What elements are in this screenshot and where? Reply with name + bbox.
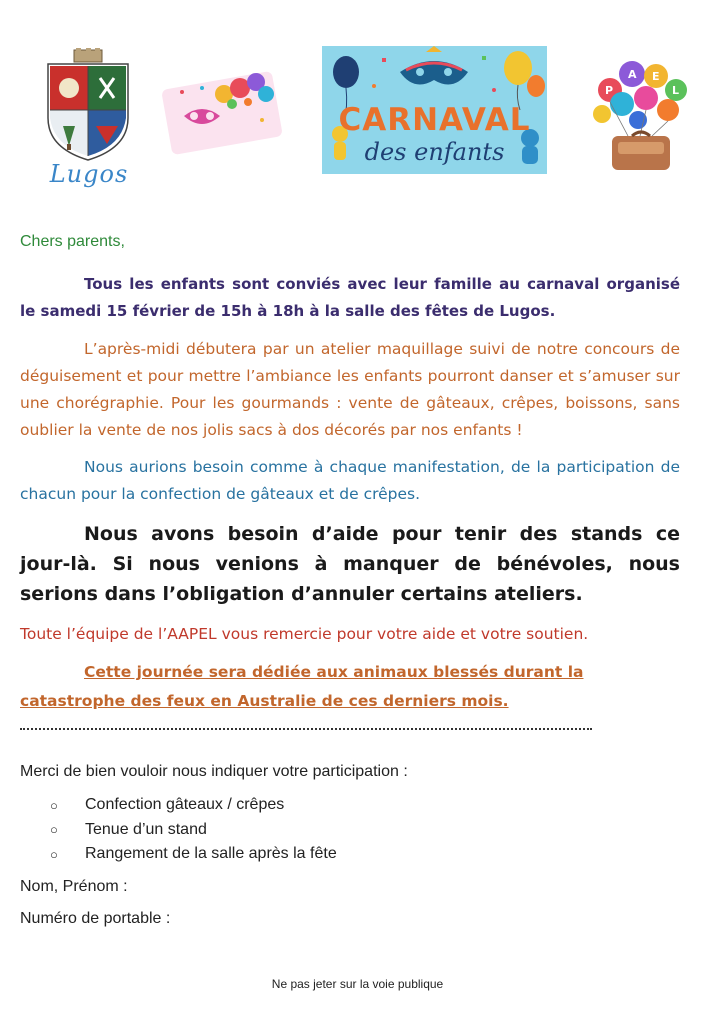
thanks-paragraph: Toute l’équipe de l’AAPEL vous remercie pour votre aide et votre soutien. [20, 625, 589, 643]
party-decoration-image [162, 58, 282, 158]
apel-letter: E [652, 70, 660, 83]
volunteers-paragraph: Nous avons besoin d’aide pour tenir des stands ce jour-là. Si nous venions à manquer de bénévoles, nous serions dans l’obligation d’annuler certains ateliers. [20, 523, 680, 605]
participation-option[interactable] [50, 793, 337, 818]
banner-title: CARNAVAL [338, 102, 531, 138]
participation-option-label: Confection gâteaux / crêpes [85, 796, 285, 814]
town-name: Lugos [49, 160, 129, 188]
invitation-paragraph: Tous les enfants sont conviés avec leur famille au carnaval organisé le samedi 15 février de 15h à 18h à la salle des fêtes de Lugos. [20, 275, 680, 320]
participation-option-label: Tenue d’un stand [85, 820, 207, 838]
program-paragraph: L’après-midi débutera par un atelier maquillage suivi de notre concours de déguisement et pour mettre l’ambiance les enfants pourront danser et s’amuser sur une chorégraphie. Pour les gourmands : vente de gâteaux, crêpes, boissons, sans oublier la vente de nos jolis sacs à dos décorés par nos enfants ! [20, 340, 680, 439]
circle-bullet-icon: ○ [50, 846, 58, 862]
cut-line-divider [20, 727, 592, 730]
dedication-paragraph: Cette journée sera dédiée aux animaux blessés durant la catastrophe des feux en Australie de ces derniers mois. [20, 663, 584, 710]
phone-field-label[interactable]: Numéro de portable : [20, 910, 171, 927]
apel-letter: P [605, 84, 614, 97]
participation-option[interactable] [50, 842, 337, 867]
apel-logo [588, 50, 693, 195]
circle-bullet-icon: ○ [50, 822, 58, 838]
apel-letter: L [672, 84, 680, 97]
flyer-header [0, 0, 715, 205]
help-request-paragraph: Nous aurions besoin comme à chaque manifestation, de la participation de chacun pour la confection de gâteaux et de crêpes. [20, 458, 680, 503]
footer-notice: Ne pas jeter sur la voie publique [271, 977, 444, 991]
name-field-label[interactable]: Nom, Prénom : [20, 878, 128, 895]
circle-bullet-icon: ○ [50, 797, 58, 813]
participation-option-label: Rangement de la salle après la fête [85, 845, 337, 863]
greeting: Chers parents, [20, 233, 125, 250]
carnaval-banner [322, 46, 547, 174]
apel-letter: A [628, 68, 637, 81]
participation-option[interactable] [50, 818, 337, 843]
banner-subtitle: des enfants [364, 138, 505, 166]
participation-options [50, 793, 337, 867]
participation-question: Merci de bien vouloir nous indiquer votre participation : [20, 763, 408, 780]
